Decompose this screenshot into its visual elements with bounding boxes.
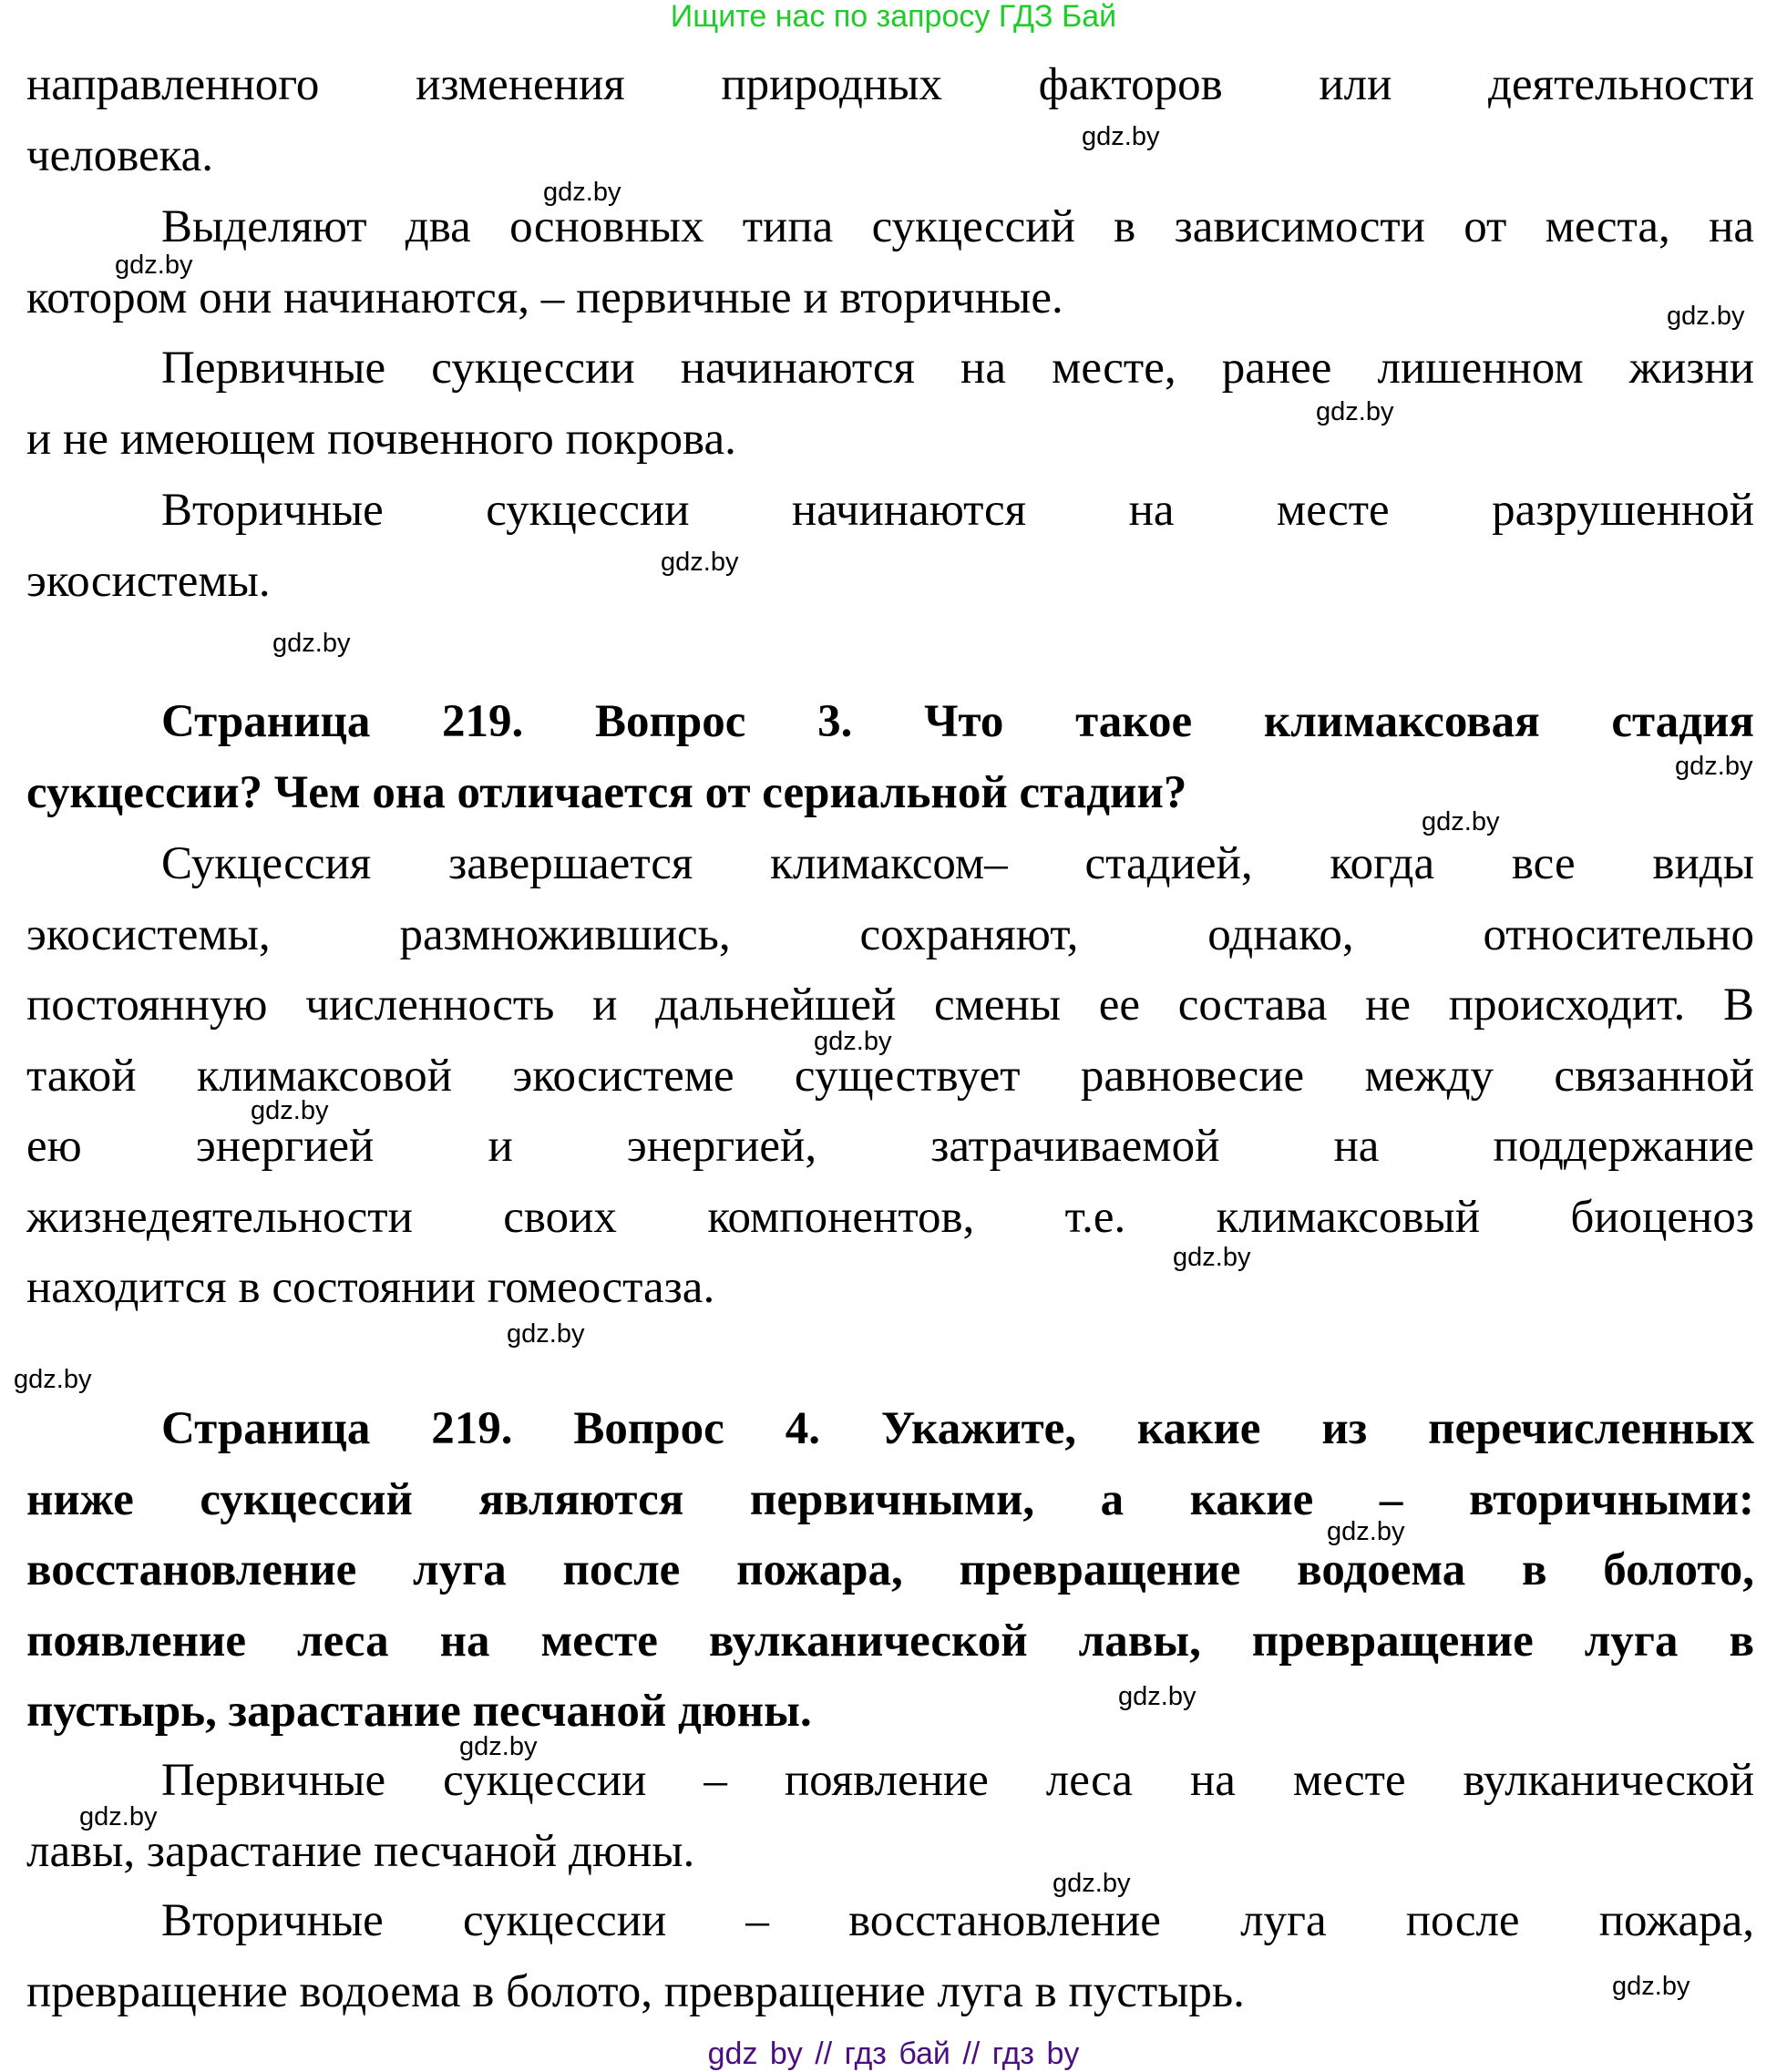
text-line: Страница 219. Вопрос 4. Укажите, какие из перечисленных bbox=[161, 1403, 1754, 1454]
gdz-watermark: gdz.by bbox=[251, 1096, 329, 1125]
gdz-watermark: gdz.by bbox=[1082, 122, 1160, 151]
gdz-watermark: gdz.by bbox=[1327, 1517, 1405, 1546]
text-line: экосистемы, размножившись, сохраняют, однако, относительно bbox=[26, 908, 1754, 960]
gdz-watermark: gdz.by bbox=[814, 1027, 892, 1056]
gdz-watermark: gdz.by bbox=[272, 629, 351, 658]
gdz-watermark: gdz.by bbox=[1053, 1869, 1131, 1898]
footer-watermark: gdz by // гдз бай // гдз by bbox=[707, 2036, 1080, 2071]
text-line: превращение водоема в болото, превращение луга в пустырь. bbox=[26, 1965, 1245, 2017]
text-line: Страница 219. Вопрос 3. Что такое климаксовая стадия bbox=[161, 696, 1754, 747]
gdz-watermark: gdz.by bbox=[1612, 1972, 1690, 2001]
gdz-watermark: gdz.by bbox=[14, 1365, 92, 1394]
text-line: котором они начинаются, – первичные и вторичные. bbox=[26, 272, 1063, 323]
search-banner: Ищите нас по запросу ГДЗ Бай bbox=[670, 0, 1117, 34]
answer-paragraph bbox=[26, 476, 1754, 617]
gdz-watermark: gdz.by bbox=[661, 548, 739, 577]
text-line: и не имеющем почвенного покрова. bbox=[26, 413, 736, 465]
gdz-watermark: gdz.by bbox=[1118, 1682, 1196, 1711]
text-line: появление леса на месте вулканической лавы, превращение луга в bbox=[26, 1615, 1754, 1667]
answer-paragraph bbox=[26, 829, 1754, 1324]
text-line: Выделяют два основных типа сукцессий в зависимости от места, на bbox=[161, 201, 1754, 252]
text-line: сукцессии? Чем она отличается от сериальной стадии? bbox=[26, 766, 1187, 818]
answer-paragraph bbox=[26, 192, 1754, 333]
text-line: пустырь, зарастание песчаной дюны. bbox=[26, 1686, 812, 1737]
text-line: человека. bbox=[26, 129, 214, 181]
gdz-watermark: gdz.by bbox=[507, 1319, 585, 1349]
text-line: лавы, зарастание песчаной дюны. bbox=[26, 1825, 695, 1877]
text-line: Первичные сукцессии – появление леса на месте вулканической bbox=[161, 1755, 1754, 1806]
gdz-watermark: gdz.by bbox=[79, 1802, 158, 1831]
gdz-watermark: gdz.by bbox=[115, 251, 193, 280]
gdz-watermark: gdz.by bbox=[543, 178, 621, 207]
text-line: Вторичные сукцессии – восстановление луга после пожара, bbox=[161, 1895, 1754, 1946]
question-heading bbox=[26, 1394, 1754, 1748]
text-line: Вторичные сукцессии начинаются на месте разрушенной bbox=[161, 485, 1754, 536]
answer-paragraph bbox=[26, 1886, 1754, 2027]
text-line: Сукцессия завершается климаксом– стадией, когда все виды bbox=[161, 838, 1754, 889]
text-line: жизнедеятельности своих компонентов, т.е. климаксовый биоценоз bbox=[26, 1191, 1754, 1243]
gdz-watermark: gdz.by bbox=[1316, 397, 1394, 426]
answer-paragraph bbox=[26, 333, 1754, 475]
gdz-watermark: gdz.by bbox=[1675, 752, 1753, 781]
gdz-watermark: gdz.by bbox=[1173, 1243, 1251, 1272]
gdz-watermark: gdz.by bbox=[1422, 807, 1500, 836]
text-line: ниже сукцессий являются первичными, а какие – вторичными: bbox=[26, 1473, 1754, 1525]
text-line: такой климаксовой экосистеме существует равновесие между связанной bbox=[26, 1050, 1754, 1102]
text-line: Первичные сукцессии начинаются на месте, ранее лишенном жизни bbox=[161, 343, 1754, 394]
answer-paragraph bbox=[26, 1746, 1754, 1887]
gdz-watermark: gdz.by bbox=[1667, 302, 1745, 331]
text-line: постоянную численность и дальнейшей смены ее состава не происходит. В bbox=[26, 980, 1754, 1031]
text-line: экосистемы. bbox=[26, 555, 271, 607]
gdz-watermark: gdz.by bbox=[459, 1732, 538, 1761]
text-line: ею энергией и энергией, затрачиваемой на поддержание bbox=[26, 1121, 1754, 1172]
text-line: восстановление луга после пожара, превращение водоема в болото, bbox=[26, 1544, 1754, 1595]
text-line: направленного изменения природных факторов или деятельности bbox=[26, 59, 1754, 110]
text-line: находится в состоянии гомеостаза. bbox=[26, 1262, 715, 1313]
answer-paragraph bbox=[26, 50, 1754, 191]
